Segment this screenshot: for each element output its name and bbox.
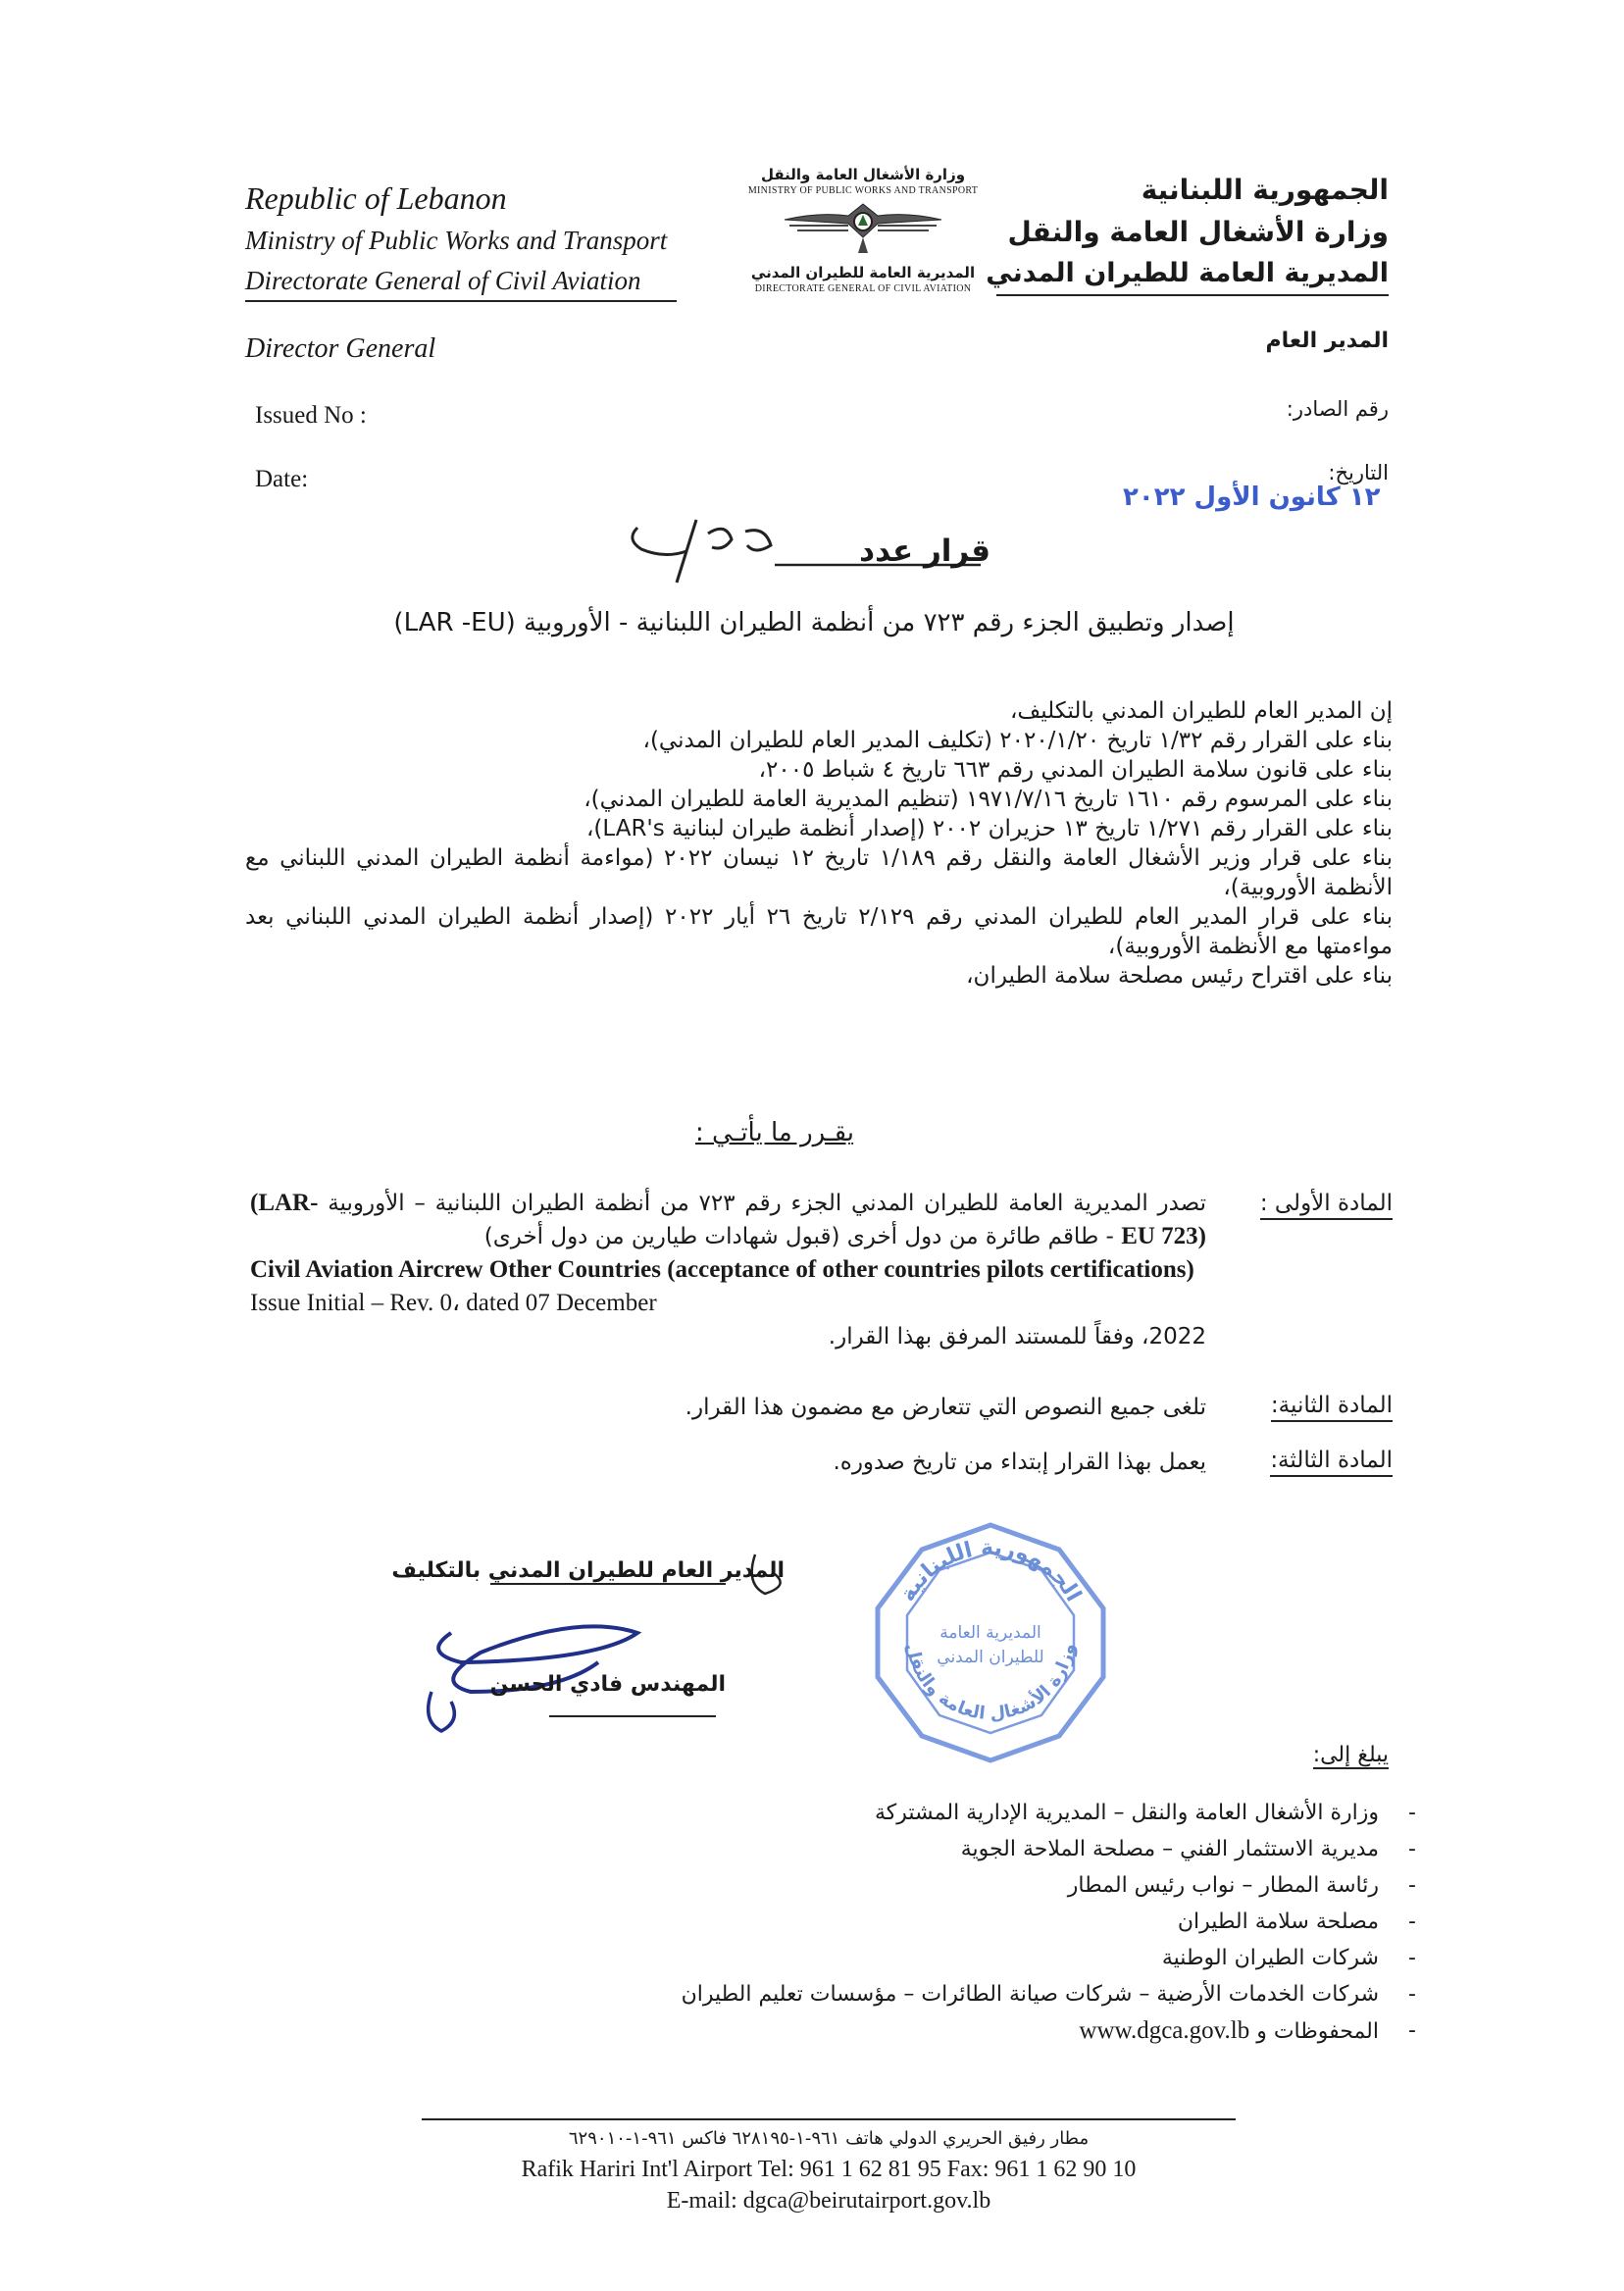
stamp-inner-line2: للطيران المدني (937, 1648, 1044, 1667)
stamp-text-top: الجمهورية اللبنانية (895, 1535, 1087, 1606)
preamble-line: بناء على المرسوم رقم ١٦١٠ تاريخ ١٩٧١/٧/١٦ (تنظيم المديرية العامة للطيران المدني)، (584, 787, 1393, 812)
director-general-en: Director General (245, 333, 436, 364)
signatory-name: المهندس فادي الحسن (489, 1672, 726, 1697)
official-stamp (863, 1515, 1118, 1770)
logo-ministry-en: MINISTRY OF PUBLIC WORKS AND TRANSPORT (747, 185, 979, 196)
director-general-ar: المدير العام (1265, 329, 1389, 353)
preamble (245, 696, 1393, 991)
decision-prefix: قرار عدد (859, 534, 990, 569)
article-1-label: المادة الأولى : (1260, 1189, 1393, 1220)
date-label-ar: التاريخ: (1328, 461, 1389, 484)
signature-block (304, 1545, 814, 1741)
preamble-line: بناء على اقتراح رئيس مصلحة سلامة الطيران، (966, 963, 1393, 989)
ministry-logo (716, 165, 1010, 312)
preamble-line: بناء على القرار رقم ١/٣٢ تاريخ ٢٠٢٠/١/٢٠ (تكليف المدير العام للطيران المدني)، (642, 728, 1393, 753)
country-name-ar: الجمهورية اللبنانية (1141, 174, 1389, 206)
article-1-en-issue: Issue Initial – Rev. 0، dated 07 December (250, 1290, 657, 1316)
preamble-line: إن المدير العام للطيران المدني بالتكليف، (1009, 698, 1393, 724)
archive-label: المحفوظات و (1256, 2019, 1379, 2044)
list-item: - شركات الطيران الوطنية (475, 1940, 1416, 1976)
logo-directorate-en: DIRECTORATE GENERAL OF CIVIL AVIATION (754, 283, 972, 294)
footer (422, 2118, 1236, 2216)
footer-address-ar: مطار رفيق الحريري الدولي هاتف ٩٦١-١-٦٢٨١٩٥ فاكس ٩٦١-١-٦٢٩٠١٠ (568, 2128, 1090, 2149)
stamp-text-bottom: وزارة الأشغال العامة والنقل (901, 1641, 1080, 1725)
article-1-body (250, 1187, 1206, 1353)
issued-no-label-en: Issued No : (255, 402, 367, 429)
list-item: - رئاسة المطار – نواب رئيس المطار (475, 1867, 1416, 1904)
logo-directorate-ar: المديرية العامة للطيران المدني (750, 264, 976, 281)
stamp-inner-line1: المديرية العامة (939, 1623, 1041, 1643)
decides-heading: يقـرر ما يأتـي : (695, 1118, 854, 1147)
list-item: - مصلحة سلامة الطيران (475, 1904, 1416, 1940)
logo-ministry-ar: وزارة الأشغال العامة والنقل (760, 166, 966, 183)
decision-number (618, 592, 621, 593)
preamble-line: بناء على قرار المدير العام للطيران المدني رقم ٢/١٢٩ تاريخ ٢٦ أيار ٢٠٢٢ (إصدار أنظمة الطيران المدني اللبناني بعد مواءمتها مع الأنظمة الأوروبية)، (245, 904, 1393, 959)
stamp-seal-icon (863, 1515, 1118, 1770)
issued-no-label-ar: رقم الصادر: (1286, 397, 1389, 421)
decision-heading (618, 508, 990, 586)
ministry-name-en: Ministry of Public Works and Transport (245, 226, 668, 255)
preamble-line: بناء على القرار رقم ١/٢٧١ تاريخ ١٣ حزيران ٢٠٠٢ (إصدار أنظمة طيران لبنانية LAR's)، (585, 816, 1393, 841)
country-name-en: Republic of Lebanon (245, 180, 507, 216)
preamble-line: بناء على قانون سلامة الطيران المدني رقم ٦٦٣ تاريخ ٤ شباط ٢٠٠٥، (758, 757, 1393, 783)
preamble-line: بناء على قرار وزير الأشغال العامة والنقل رقم ١/١٨٩ تاريخ ١٢ نيسان ٢٠٢٢ (مواءمة أنظمة الطيران المدني اللبناني مع الأنظمة الأوروبية)، (245, 845, 1394, 900)
distribution-list (475, 1795, 1416, 2050)
article-1-text-part2: - طاقم طائرة من دول أخرى (قبول شهادات طيارين من دول أخرى) (483, 1224, 1114, 1249)
article-1-text-part1: تصدر المديرية العامة للطيران المدني الجزء رقم ٧٢٣ من أنظمة الطيران اللبنانية – الأوروبية (328, 1191, 1207, 1216)
date-value: ١٢ كانون الأول ٢٠٢٢ (1123, 483, 1381, 512)
article-3-label: المادة الثالثة: (1270, 1446, 1393, 1477)
list-item: - شركات الخدمات الأرضية – شركات صيانة الطائرات – مؤسسات تعليم الطيران (475, 1976, 1416, 2012)
directorate-name-ar: المديرية العامة للطيران المدني (996, 253, 1389, 296)
footer-address-en: Rafik Hariri Int'l Airport Tel: 961 1 62 81 95 Fax: 961 1 62 90 10 (521, 2157, 1137, 2182)
signatory-title: المدير العام للطيران المدني بالتكليف (391, 1558, 785, 1583)
list-item (475, 2012, 1416, 2050)
aviation-emblem-icon (780, 198, 946, 259)
ministry-name-ar: وزارة الأشغال العامة والنقل (1007, 216, 1389, 248)
article-2-label: المادة الثانية: (1271, 1391, 1393, 1422)
article-1-en-title: Civil Aviation Aircrew Other Countries (acceptance of other countries pilots certifications) (250, 1256, 1194, 1283)
header-english (245, 177, 677, 302)
list-item: - وزارة الأشغال العامة والنقل – المديرية الإدارية المشتركة (475, 1795, 1416, 1831)
decision-subject: إصدار وتطبيق الجزء رقم ٧٢٣ من أنظمة الطيران اللبنانية - الأوروبية (LAR -EU) (393, 608, 1235, 637)
footer-email[interactable]: E-mail: dgca@beirutairport.gov.lb (666, 2188, 991, 2214)
header-arabic (986, 169, 1389, 296)
date-label-en: Date: (255, 466, 309, 492)
article-2-body: تلغى جميع النصوص التي تتعارض مع مضمون هذا القرار. (685, 1395, 1206, 1420)
website-link[interactable]: www.dgca.gov.lb (1079, 2017, 1250, 2044)
distribution-label: يبلغ إلى: (1312, 1743, 1389, 1767)
list-item: - مديرية الاستثمار الفني – مصلحة الملاحة الجوية (475, 1831, 1416, 1867)
article-1-code: (LAR-EU 723) (250, 1190, 1206, 1249)
article-3-body: يعمل بهذا القرار إبتداء من تاريخ صدوره. (833, 1450, 1206, 1475)
article-1-text-part3: 2022، وفقاً للمستند المرفق بهذا القرار. (828, 1324, 1206, 1349)
directorate-name-en: Directorate General of Civil Aviation (245, 261, 677, 302)
